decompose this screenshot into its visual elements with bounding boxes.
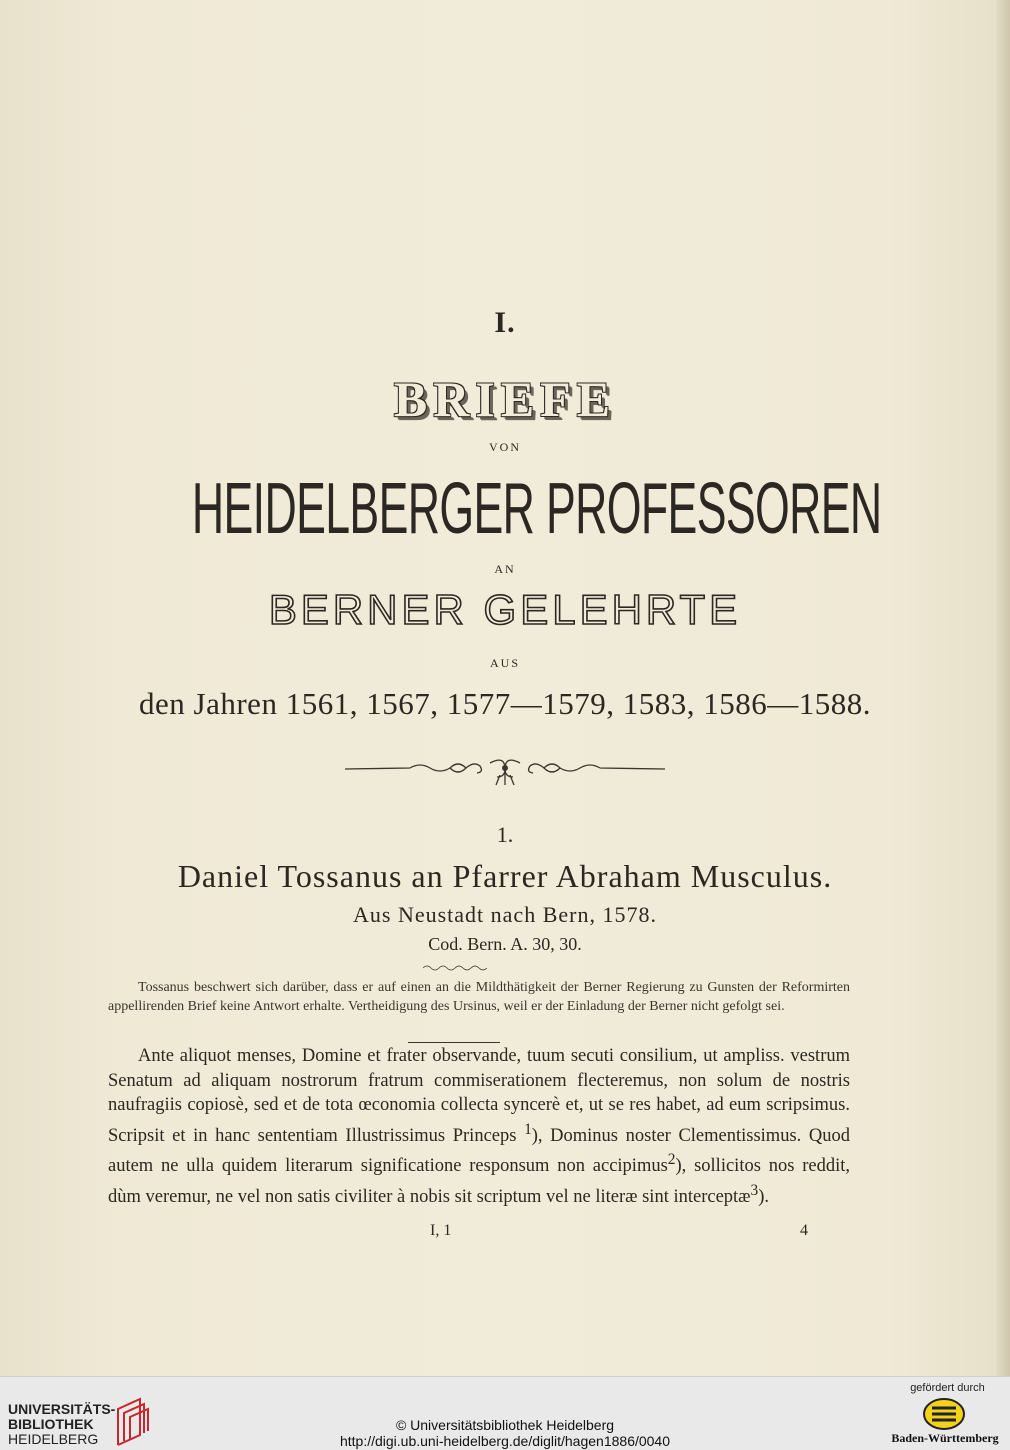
viewer-footer [0, 1376, 1010, 1450]
signature-mark: I, 1 [430, 1222, 452, 1239]
title-briefe: BRIEFE [393, 371, 617, 427]
body-part-3: ), sollicitos nos reddit, dùm veremur, ne vel non satis civiliter à nobis sit scriptum vel ne literæ sint interceptæ [108, 1156, 851, 1207]
body-part-4: ). [758, 1186, 770, 1207]
letter-origin: Aus Neustadt nach Bern, 1578. [353, 902, 657, 927]
letter-number: 1. [496, 822, 514, 847]
permalink-url[interactable]: http://digi.ub.uni-heidelberg.de/diglit/hagen1886/0040 [339, 1433, 671, 1449]
letter-body [108, 1044, 850, 1209]
ub-line-1: UNIVERSITÄTS- [8, 1401, 116, 1417]
main-title: HEIDELBERGER PROFESSOREN [191, 469, 882, 549]
letter-title: Daniel Tossanus an Pfarrer Abraham Musculus. [177, 858, 833, 894]
word-aus: AUS [489, 656, 520, 670]
word-an: AN [494, 562, 516, 576]
copyright-block [0, 1417, 1010, 1449]
ub-line-3: HEIDELBERG [8, 1431, 99, 1447]
separator-rule [408, 1042, 500, 1043]
funder-name: Baden-Württemberg [891, 1431, 999, 1445]
word-von: VON [489, 440, 521, 454]
codex-reference: Cod. Bern. A. 30, 30. [428, 934, 582, 954]
ub-line-2: BIBLIOTHEK [8, 1416, 94, 1432]
years-line: den Jahren 1561, 1567, 1577—1579, 1583, 1586—1588. [139, 686, 871, 721]
funded-by-label: gefördert durch [910, 1382, 985, 1394]
body-part-2: ), Dominus noster Clementissimus. Quod autem ne ulla quidem literarum significatione responsum non accipimus [108, 1125, 850, 1177]
body-part-1: Ante aliquot menses, Domine et frater observande, tuum secuti consilium, ut ampliss. vestrum Senatum ad aliquam nostrorum fratrum commiserationem flecteremus, non solum de nostris naufragiis copiosè, sed et de tota œconomia collecta syncerè et, ut se res habet, ad eum scripsimus. Scripsit et in hanc sententiam Illustrissimus Princeps [108, 1046, 850, 1146]
letter-summary: Tossanus beschwert sich darüber, dass er auf einen an die Mildthätigkeit der Berner Regierung zu Gunsten der Reformirten appellirenden Brief keine Antwort erhalte. Vertheidigung des Ursinus, weil er der Einladung der Berner nicht gefolgt sei. [108, 980, 850, 1014]
copyright-text: © Universitätsbibliothek Heidelberg [395, 1417, 615, 1433]
ornament-divider-icon [340, 751, 670, 787]
baden-wuerttemberg-emblem-icon[interactable] [922, 1397, 966, 1431]
subtitle-berner-gelehrte: BERNER GELEHRTE [268, 586, 742, 633]
footnote-ref-2: 2 [667, 1151, 676, 1169]
sheet-number: 4 [800, 1222, 808, 1239]
section-number: I. [494, 306, 516, 339]
wavy-rule-icon [423, 964, 487, 972]
footnote-ref-1: 1 [524, 1120, 532, 1138]
footnote-ref-3: 3 [750, 1181, 759, 1199]
